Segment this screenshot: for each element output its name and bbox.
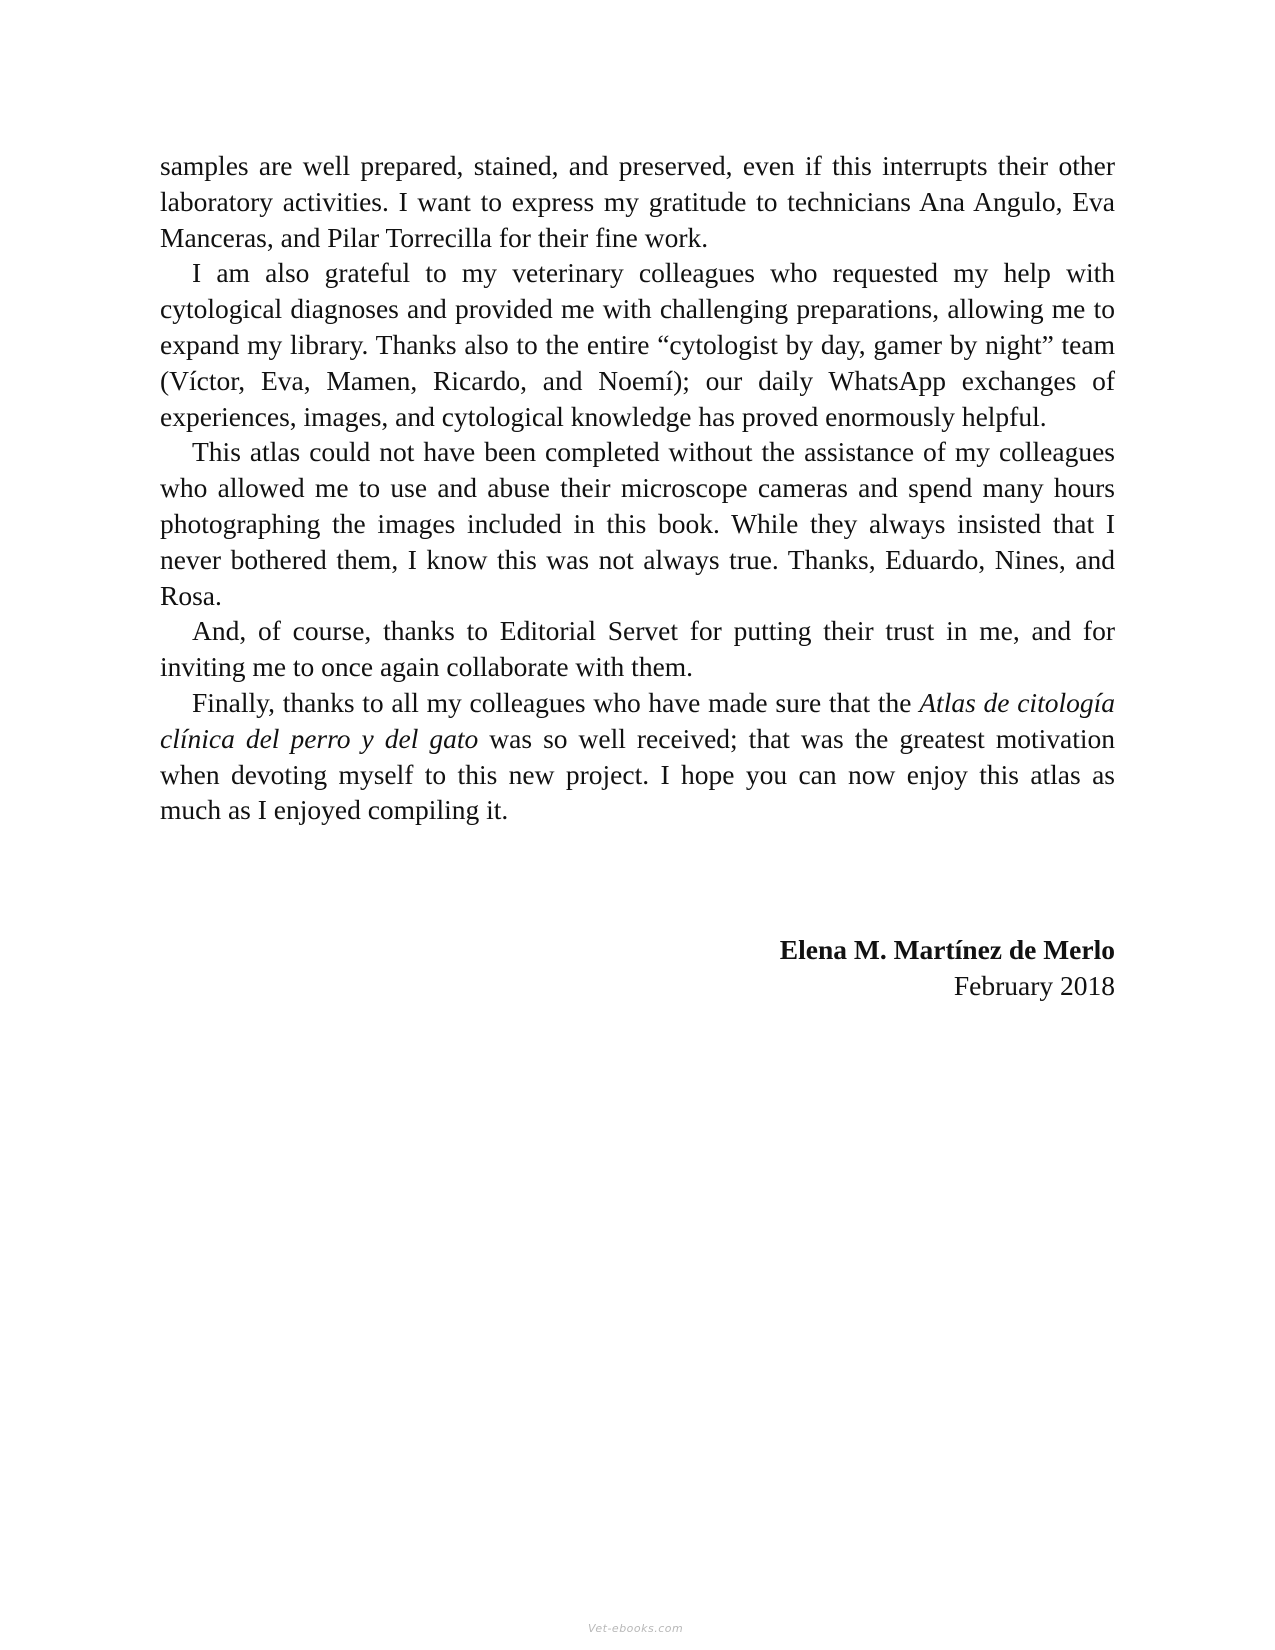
paragraph-microscope-cameras: This atlas could not have been completed without the assistance of my colleagues who allowed me to use and abuse their microscope cameras and spend many hours photographing the images included in this book. While they always insisted that I never bothered them, I know this was not always true. Thanks, Eduardo, Nines, and Rosa.: [160, 436, 1115, 611]
paragraph-editorial-servet: And, of course, thanks to Editorial Servet for putting their trust in me, and for inviting me to once again collaborate with them.: [160, 615, 1115, 683]
watermark: Vet-ebooks.com: [588, 1622, 684, 1635]
signature-date: February 2018: [953, 970, 1115, 1001]
paragraph-lab-technicians: samples are well prepared, stained, and preserved, even if this interrupts their other laboratory activities. I want to express my gratitude to technicians Ana Angulo, Eva Manceras, and Pilar Torrecilla for their fine work.: [160, 150, 1115, 253]
atlas-title: Atlas de citología clínica del perro y del gato: [160, 686, 1115, 754]
author-name: Elena M. Martínez de Merlo: [779, 934, 1115, 965]
paragraph-final-thanks: [160, 685, 1115, 828]
final-thanks-tail: was so well received; that was the greatest motivation when devoting myself to this new project. I hope you can now enjoy this atlas as much as I enjoyed compiling it.: [160, 722, 1115, 826]
body-text: [160, 148, 1115, 828]
final-thanks-lead: Finally, thanks to all my colleagues who have made sure that the: [192, 686, 920, 718]
paragraph-veterinary-colleagues: I am also grateful to my veterinary colleagues who requested my help with cytological diagnoses and provided me with challenging preparations, allowing me to expand my library. Thanks also to the entire “cytologist by day, gamer by night” team (Víctor, Eva, Mamen, Ricardo, and Noemí); our daily WhatsApp exchanges of experiences, images, and cytological knowledge has proved enormously helpful.: [160, 257, 1115, 432]
signature-block: [780, 932, 1115, 1004]
